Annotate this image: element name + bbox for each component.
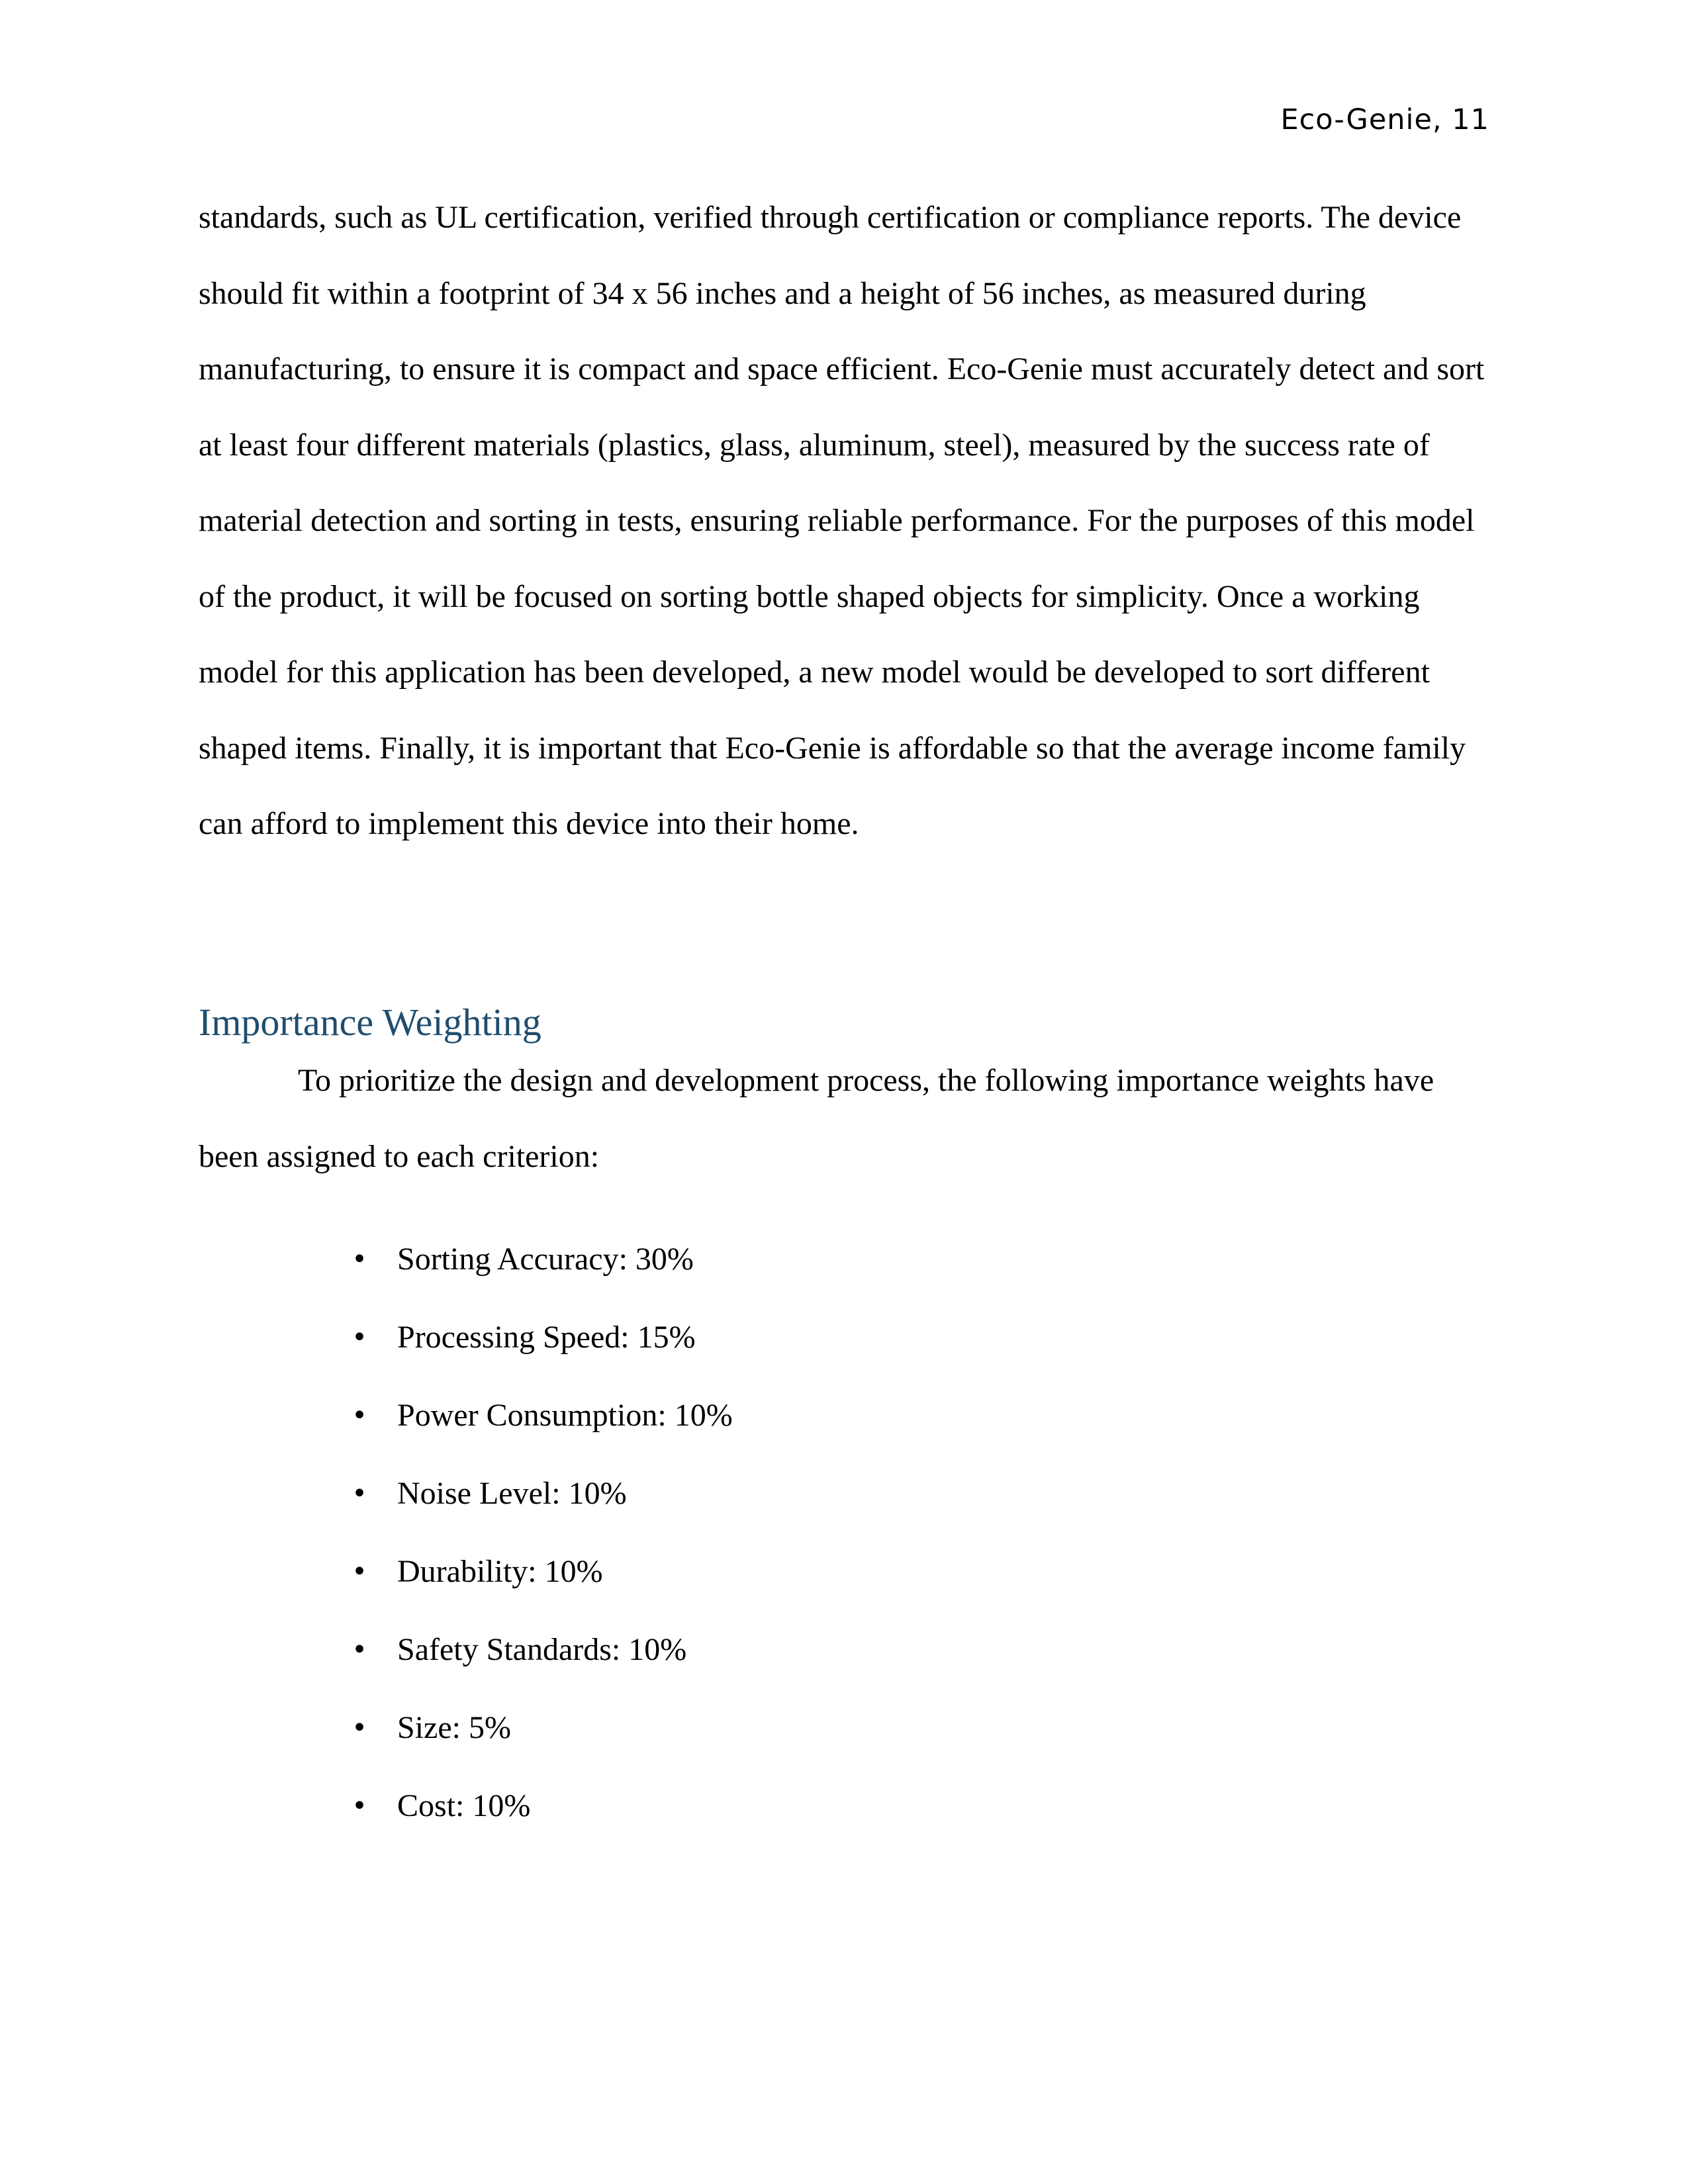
list-item xyxy=(199,1377,733,1455)
section-heading: Importance Weighting xyxy=(199,1001,541,1044)
list-item xyxy=(199,1298,733,1377)
list-item xyxy=(199,1220,733,1298)
bullet-icon: • xyxy=(352,1400,367,1431)
list-item-text: Size: 5% xyxy=(397,1710,511,1745)
list-item xyxy=(199,1689,733,1767)
paragraph-text: standards, such as UL certification, verified through certification or compliance reports. The device should fit within a footprint of 34 x 56 inches and a height of 56 inches, as measured during manufacturing, to ensure it is compact and space efficient. Eco-Genie must accurately detect and sort at least four different materials (plastics, glass, aluminum, steel), measured by the success rate of material detection and sorting in tests, ensuring reliable performance. For the purposes of this model of the product, it will be focused on sorting bottle shaped objects for simplicity. Once a working model for this application has been developed, a new model would be developed to sort different shaped items. Finally, it is important that Eco-Genie is affordable so that the average income family can afford to implement this device into their home. xyxy=(199,200,1485,841)
list-item-text: Cost: 10% xyxy=(397,1788,531,1823)
paragraph-text: To prioritize the design and development process, the following importance weights have been assigned to each criterion: xyxy=(199,1063,1434,1174)
list-item-text: Noise Level: 10% xyxy=(397,1476,627,1511)
list-item-text: Power Consumption: 10% xyxy=(397,1398,733,1433)
bullet-icon: • xyxy=(352,1713,367,1743)
bullet-icon: • xyxy=(352,1635,367,1665)
bullet-icon: • xyxy=(352,1557,367,1587)
list-item xyxy=(199,1611,733,1689)
list-item xyxy=(199,1533,733,1611)
list-item-text: Durability: 10% xyxy=(397,1554,603,1589)
criteria-list xyxy=(199,1220,733,1845)
bullet-icon: • xyxy=(352,1479,367,1509)
list-item-text: Processing Speed: 15% xyxy=(397,1320,696,1355)
intro-paragraph xyxy=(199,1043,1496,1195)
bullet-icon: • xyxy=(352,1322,367,1353)
list-item-text: Safety Standards: 10% xyxy=(397,1632,687,1667)
body-paragraph xyxy=(199,180,1496,862)
list-item-text: Sorting Accuracy: 30% xyxy=(397,1242,694,1277)
running-head: Eco-Genie, 11 xyxy=(1280,103,1489,136)
bullet-icon: • xyxy=(352,1791,367,1821)
bullet-icon: • xyxy=(352,1244,367,1275)
list-item xyxy=(199,1767,733,1845)
list-item xyxy=(199,1455,733,1533)
